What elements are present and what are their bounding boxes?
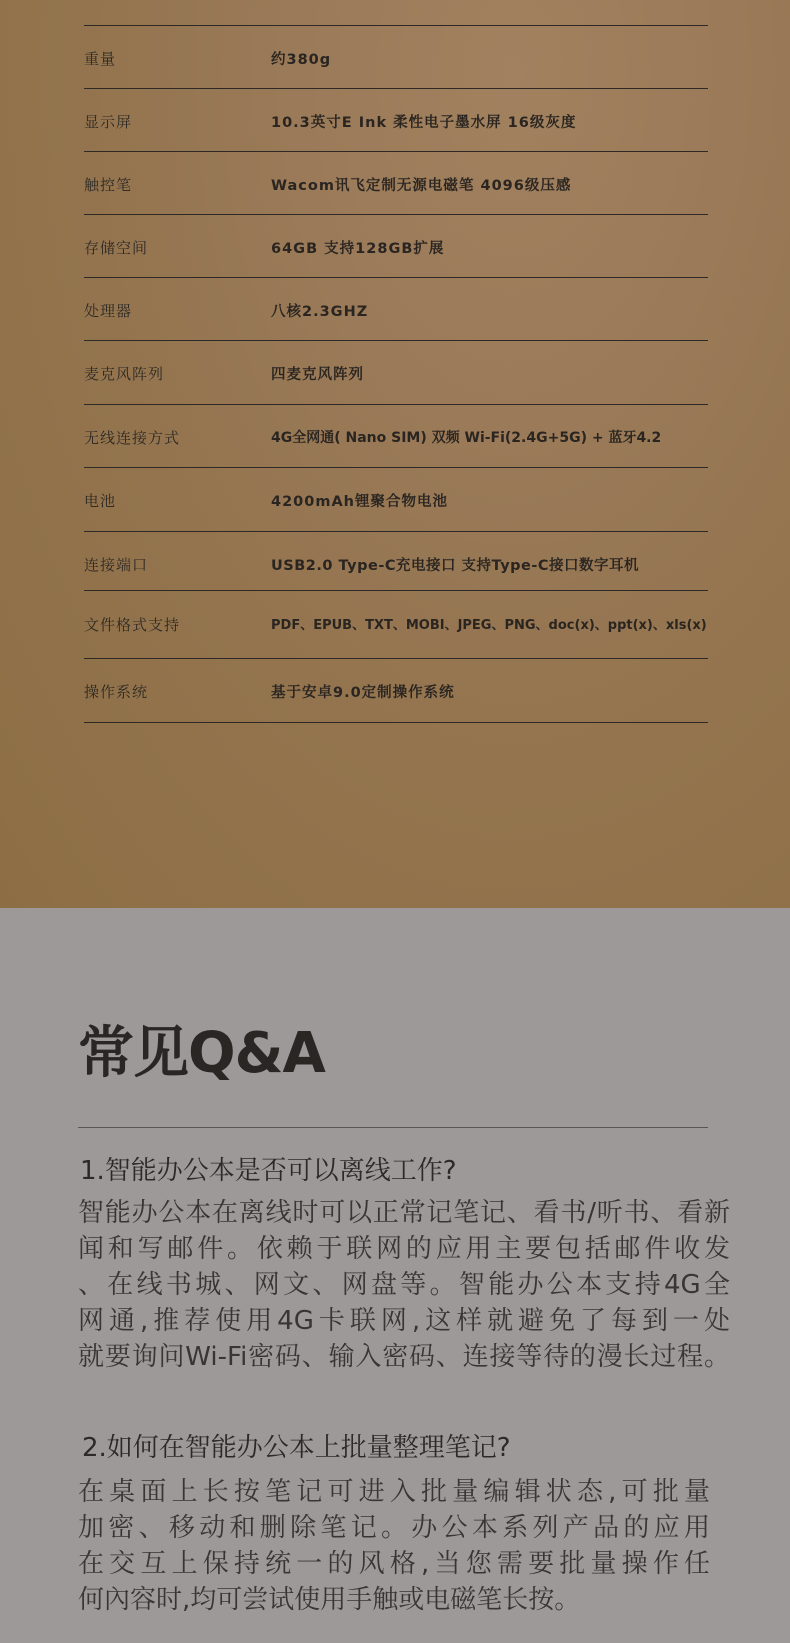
faq-answer-line: 在交互上保持统一的风格,当您需要批量操作任 (78, 1549, 710, 1579)
spec-label: 存储空间 (84, 239, 149, 257)
spec-value: 64GB 支持128GB扩展 (271, 241, 445, 257)
faq-answer-line: 在桌面上长按笔记可进入批量编辑状态,可批量 (78, 1477, 710, 1507)
spec-value: Wacom讯飞定制无源电磁笔 4096级压感 (271, 178, 572, 194)
spec-label: 处理器 (84, 302, 133, 320)
spec-label: 触控笔 (84, 176, 133, 194)
spec-label: 麦克风阵列 (84, 365, 165, 383)
spec-row-storage (84, 214, 708, 278)
spec-row-os (84, 658, 708, 723)
faq-section (0, 908, 790, 1643)
faq-answer-1 (78, 1195, 730, 1375)
spec-row-processor (84, 277, 708, 341)
spec-value: 四麦克风阵列 (271, 367, 364, 383)
faq-question-2: 2.如何在智能办公本上批量整理笔记? (82, 1433, 511, 1463)
faq-question-1: 1.智能办公本是否可以离线工作? (80, 1156, 457, 1186)
spec-value: 4200mAh锂聚合物电池 (271, 494, 449, 510)
spec-label: 操作系统 (84, 683, 149, 701)
spec-label: 无线连接方式 (84, 429, 181, 447)
spec-row-weight (84, 25, 708, 89)
spec-label: 连接端口 (84, 556, 149, 574)
spec-row-ports (84, 531, 708, 591)
spec-row-stylus (84, 151, 708, 215)
faq-answer-line: 、在线书城、网文、网盘等。智能办公本支持4G全 (78, 1270, 730, 1300)
faq-answer-line: 网通,推荐使用4G卡联网,这样就避免了每到一处 (78, 1306, 730, 1336)
spec-row-wireless (84, 404, 708, 468)
spec-row-file-formats (84, 590, 708, 659)
spec-value: 约380g (271, 52, 332, 68)
faq-answer-line: 就要询问Wi-Fi密码、输入密码、连接等待的漫长过程。 (78, 1342, 730, 1372)
faq-answer-2 (78, 1474, 710, 1618)
spec-row-microphone (84, 340, 708, 405)
spec-label: 电池 (84, 492, 117, 510)
spec-label: 重量 (84, 50, 117, 68)
spec-label: 文件格式支持 (84, 616, 181, 634)
spec-row-display (84, 88, 708, 152)
spec-value: PDF、EPUB、TXT、MOBI、JPEG、PNG、doc(x)、ppt(x)、xls(x) (271, 618, 707, 633)
spec-value: 4G全网通( Nano SIM) 双频 Wi-Fi(2.4G+5G) + 蓝牙4.2 (271, 430, 662, 446)
spec-row-battery (84, 467, 708, 532)
faq-answer-line: 智能办公本在离线时可以正常记笔记、看书/听书、看新 (78, 1198, 730, 1228)
faq-answer-line: 加密、移动和删除笔记。办公本系列产品的应用 (78, 1513, 710, 1543)
faq-title: 常见Q&A (78, 1021, 325, 1086)
faq-answer-line: 何內容时,均可尝试使用手触或电磁笔长按。 (78, 1585, 581, 1615)
faq-answer-line: 闻和写邮件。依赖于联网的应用主要包括邮件收发 (78, 1234, 730, 1264)
spec-label: 显示屏 (84, 113, 133, 131)
spec-value: 基于安卓9.0定制操作系统 (271, 685, 455, 701)
spec-value: 八核2.3GHZ (271, 304, 369, 320)
spec-value: 10.3英寸E Ink 柔性电子墨水屏 16级灰度 (271, 115, 577, 131)
spec-value: USB2.0 Type-C充电接口 支持Type-C接口数字耳机 (271, 558, 640, 574)
faq-divider (78, 1127, 708, 1128)
